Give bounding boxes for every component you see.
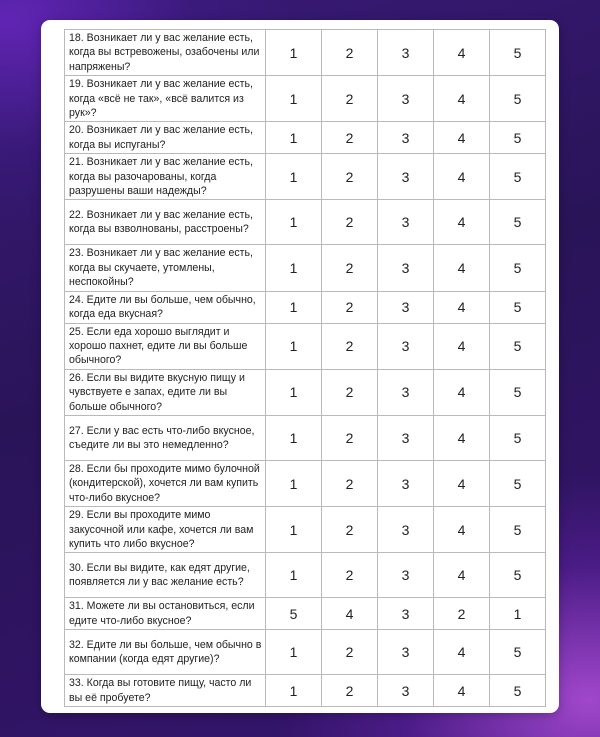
score-option[interactable]: 1 — [266, 460, 322, 506]
score-option[interactable]: 3 — [378, 630, 434, 675]
score-option[interactable]: 5 — [490, 154, 546, 200]
score-option[interactable]: 4 — [322, 598, 378, 630]
score-option[interactable]: 4 — [434, 30, 490, 76]
question-text: 28. Если бы проходите мимо булочной (кондитерской), хочется ли вам купить что-либо вкусное? — [65, 460, 266, 506]
table-row — [65, 598, 546, 630]
score-option[interactable]: 1 — [266, 507, 322, 553]
question-text: 22. Возникает ли у вас желание есть, когда вы взволнованы, расстроены? — [65, 200, 266, 245]
score-option[interactable]: 3 — [378, 154, 434, 200]
score-option[interactable]: 3 — [378, 323, 434, 369]
score-option[interactable]: 1 — [490, 598, 546, 630]
table-row — [65, 323, 546, 369]
score-option[interactable]: 2 — [322, 291, 378, 323]
score-option[interactable]: 2 — [322, 460, 378, 506]
score-option[interactable]: 4 — [434, 507, 490, 553]
score-option[interactable]: 1 — [266, 630, 322, 675]
score-option[interactable]: 1 — [266, 245, 322, 291]
question-text: 31. Можете ли вы остановиться, если едите что-либо вкусное? — [65, 598, 266, 630]
score-option[interactable]: 5 — [490, 76, 546, 122]
score-option[interactable]: 4 — [434, 553, 490, 598]
question-text: 24. Едите ли вы больше, чем обычно, когда еда вкусная? — [65, 291, 266, 323]
score-option[interactable]: 4 — [434, 76, 490, 122]
question-text: 32. Едите ли вы больше, чем обычно в компании (когда едят другие)? — [65, 630, 266, 675]
score-option[interactable]: 3 — [378, 291, 434, 323]
score-option[interactable]: 4 — [434, 630, 490, 675]
question-text: 20. Возникает ли у вас желание есть, когда вы испуганы? — [65, 122, 266, 154]
table-row — [65, 507, 546, 553]
score-option[interactable]: 3 — [378, 76, 434, 122]
score-option[interactable]: 2 — [322, 675, 378, 707]
score-option[interactable]: 2 — [322, 245, 378, 291]
score-option[interactable]: 4 — [434, 323, 490, 369]
score-option[interactable]: 2 — [322, 323, 378, 369]
score-option[interactable]: 3 — [378, 507, 434, 553]
score-option[interactable]: 3 — [378, 122, 434, 154]
score-option[interactable]: 1 — [266, 415, 322, 460]
table-row — [65, 415, 546, 460]
score-option[interactable]: 5 — [490, 553, 546, 598]
score-option[interactable]: 1 — [266, 122, 322, 154]
table-row — [65, 122, 546, 154]
score-option[interactable]: 5 — [490, 507, 546, 553]
score-option[interactable]: 4 — [434, 675, 490, 707]
question-text: 29. Если вы проходите мимо закусочной или кафе, хочется ли вам купить что либо вкусное? — [65, 507, 266, 553]
score-option[interactable]: 4 — [434, 200, 490, 245]
score-option[interactable]: 2 — [322, 415, 378, 460]
score-option[interactable]: 3 — [378, 553, 434, 598]
score-option[interactable]: 4 — [434, 415, 490, 460]
score-option[interactable]: 1 — [266, 553, 322, 598]
table-row — [65, 630, 546, 675]
score-option[interactable]: 2 — [322, 122, 378, 154]
score-option[interactable]: 2 — [322, 630, 378, 675]
score-option[interactable]: 2 — [322, 200, 378, 245]
score-option[interactable]: 2 — [322, 30, 378, 76]
table-row — [65, 675, 546, 707]
score-option[interactable]: 3 — [378, 30, 434, 76]
score-option[interactable]: 4 — [434, 291, 490, 323]
score-option[interactable]: 3 — [378, 245, 434, 291]
score-option[interactable]: 4 — [434, 460, 490, 506]
score-option[interactable]: 3 — [378, 675, 434, 707]
score-option[interactable]: 2 — [322, 553, 378, 598]
score-option[interactable]: 3 — [378, 369, 434, 415]
question-text: 30. Если вы видите, как едят другие, появляется ли у вас желание есть? — [65, 553, 266, 598]
score-option[interactable]: 5 — [266, 598, 322, 630]
score-option[interactable]: 5 — [490, 245, 546, 291]
score-option[interactable]: 4 — [434, 154, 490, 200]
score-option[interactable]: 2 — [434, 598, 490, 630]
score-option[interactable]: 1 — [266, 76, 322, 122]
question-text: 21. Возникает ли у вас желание есть, когда вы разочарованы, когда разрушены ваши надежды? — [65, 154, 266, 200]
score-option[interactable]: 5 — [490, 415, 546, 460]
score-option[interactable]: 4 — [434, 369, 490, 415]
score-option[interactable]: 1 — [266, 323, 322, 369]
score-option[interactable]: 1 — [266, 30, 322, 76]
score-option[interactable]: 3 — [378, 200, 434, 245]
table-row — [65, 369, 546, 415]
score-option[interactable]: 2 — [322, 154, 378, 200]
table-row — [65, 553, 546, 598]
score-option[interactable]: 2 — [322, 369, 378, 415]
score-option[interactable]: 5 — [490, 122, 546, 154]
score-option[interactable]: 4 — [434, 122, 490, 154]
table-row — [65, 291, 546, 323]
score-option[interactable]: 1 — [266, 675, 322, 707]
score-option[interactable]: 1 — [266, 200, 322, 245]
question-text: 19. Возникает ли у вас желание есть, когда «всё не так», «всё валится из рук»? — [65, 76, 266, 122]
score-option[interactable]: 5 — [490, 291, 546, 323]
score-option[interactable]: 1 — [266, 369, 322, 415]
score-option[interactable]: 5 — [490, 200, 546, 245]
question-text: 33. Когда вы готовите пищу, часто ли вы её пробуете? — [65, 675, 266, 707]
table-row — [65, 200, 546, 245]
score-option[interactable]: 3 — [378, 460, 434, 506]
question-text: 18. Возникает ли у вас желание есть, когда вы встревожены, озабочены или напряжены? — [65, 30, 266, 76]
question-text: 23. Возникает ли у вас желание есть, когда вы скучаете, утомлены, неспокойны? — [65, 245, 266, 291]
table-row — [65, 460, 546, 506]
question-text: 27. Если у вас есть что-либо вкусное, съедите ли вы это немедленно? — [65, 415, 266, 460]
score-option[interactable]: 5 — [490, 30, 546, 76]
score-option[interactable]: 5 — [490, 323, 546, 369]
table-row — [65, 245, 546, 291]
score-option[interactable]: 5 — [490, 369, 546, 415]
table-row — [65, 30, 546, 76]
score-option[interactable]: 1 — [266, 154, 322, 200]
question-text: 26. Если вы видите вкусную пищу и чувствуете е запах, едите ли вы больше обычного? — [65, 369, 266, 415]
questionnaire-table — [64, 29, 546, 707]
score-option[interactable]: 5 — [490, 675, 546, 707]
score-option[interactable]: 3 — [378, 415, 434, 460]
table-row — [65, 76, 546, 122]
score-option[interactable]: 5 — [490, 460, 546, 506]
score-option[interactable]: 4 — [434, 245, 490, 291]
question-text: 25. Если еда хорошо выглядит и хорошо пахнет, едите ли вы больше обычного? — [65, 323, 266, 369]
score-option[interactable]: 3 — [378, 598, 434, 630]
score-option[interactable]: 5 — [490, 630, 546, 675]
score-option[interactable]: 1 — [266, 291, 322, 323]
table-row — [65, 154, 546, 200]
score-option[interactable]: 2 — [322, 507, 378, 553]
score-option[interactable]: 2 — [322, 76, 378, 122]
